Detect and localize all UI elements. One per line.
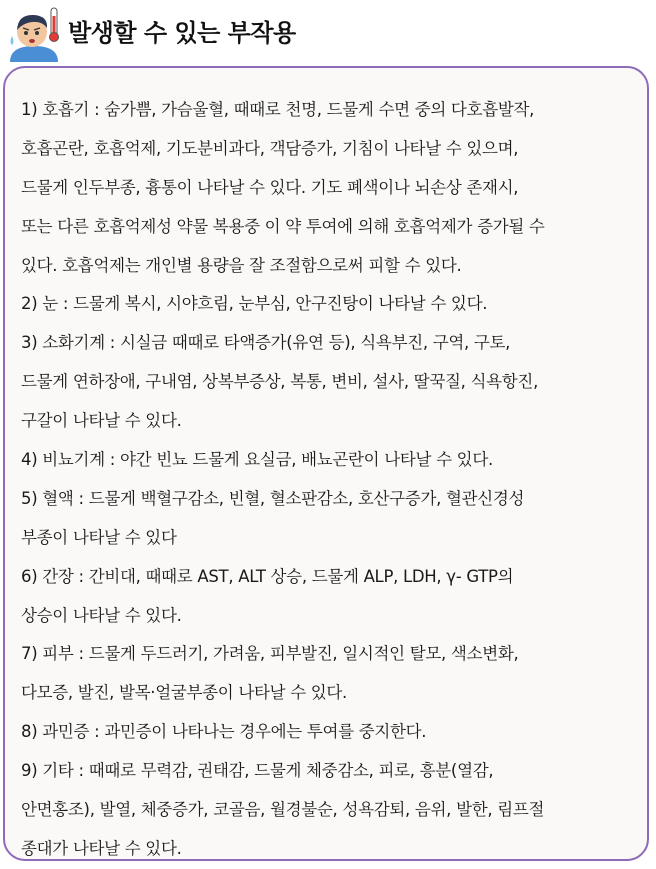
text-line: 안면홍조), 발열, 체중증가, 코골음, 월경불순, 성욕감퇴, 음위, 발한, 림프절	[21, 800, 545, 820]
sick-person-thermometer-icon	[4, 4, 64, 62]
text-line: 1) 호흡기 : 숨가쁨, 가슴울혈, 때때로 천명, 드물게 수면 중의 다호흡발작,	[21, 100, 535, 119]
text-line: 구갈이 나타날 수 있다.	[21, 411, 182, 431]
text-line: 8) 과민증 : 과민증이 나타나는 경우에는 투여를 중지한다.	[21, 722, 427, 742]
text-line: 6) 간장 : 간비대, 때때로 AST, ALT 상승, 드물게 ALP, LDH, γ- GTP의	[21, 566, 514, 586]
page-title: 발생할 수 있는 부작용	[68, 19, 296, 47]
text-line: 드물게 인두부종, 흉통이 나타날 수 있다. 기도 폐색이나 뇌손상 존재시,	[21, 177, 519, 197]
text-line: 드물게 연하장애, 구내염, 상복부증상, 복통, 변비, 설사, 딸꾹질, 식욕항진,	[21, 372, 539, 392]
text-line: 2) 눈 : 드물게 복시, 시야흐림, 눈부심, 안구진탕이 나타날 수 있다.	[21, 294, 488, 314]
text-line: 다모증, 발진, 발목·얼굴부종이 나타날 수 있다.	[21, 683, 348, 703]
text-line: 부종이 나타날 수 있다	[21, 527, 177, 547]
text-line: 상승이 나타날 수 있다.	[21, 605, 182, 625]
text-line: 7) 피부 : 드물게 두드러기, 가려움, 피부발진, 일시적인 탈모, 색소변화,	[21, 644, 519, 664]
text-line: 4) 비뇨기계 : 야간 빈뇨 드물게 요실금, 배뇨곤란이 나타날 수 있다.	[21, 450, 493, 470]
header	[0, 0, 656, 64]
text-line: 9) 기타 : 때때로 무력감, 권태감, 드물게 체중감소, 피로, 흥분(열감,	[21, 761, 494, 781]
text-line: 5) 혈액 : 드물게 백혈구감소, 빈혈, 혈소판감소, 호산구증가, 혈관신경성	[21, 488, 525, 508]
text-line: 종대가 나타날 수 있다.	[21, 838, 182, 858]
side-effects-list	[21, 91, 641, 869]
text-line: 호흡곤란, 호흡억제, 기도분비과다, 객담증가, 기침이 나타날 수 있으며,	[21, 138, 519, 158]
text-line: 있다. 호흡억제는 개인별 용량을 잘 조절함으로써 피할 수 있다.	[21, 255, 462, 275]
text-line: 3) 소화기계 : 시실금 때때로 타액증가(유연 등), 식욕부진, 구역, 구토,	[21, 333, 511, 353]
text-line: 또는 다른 호흡억제성 약물 복용중 이 약 투여에 의해 호흡억제가 증가될 수	[21, 216, 545, 236]
side-effects-card	[3, 66, 649, 861]
